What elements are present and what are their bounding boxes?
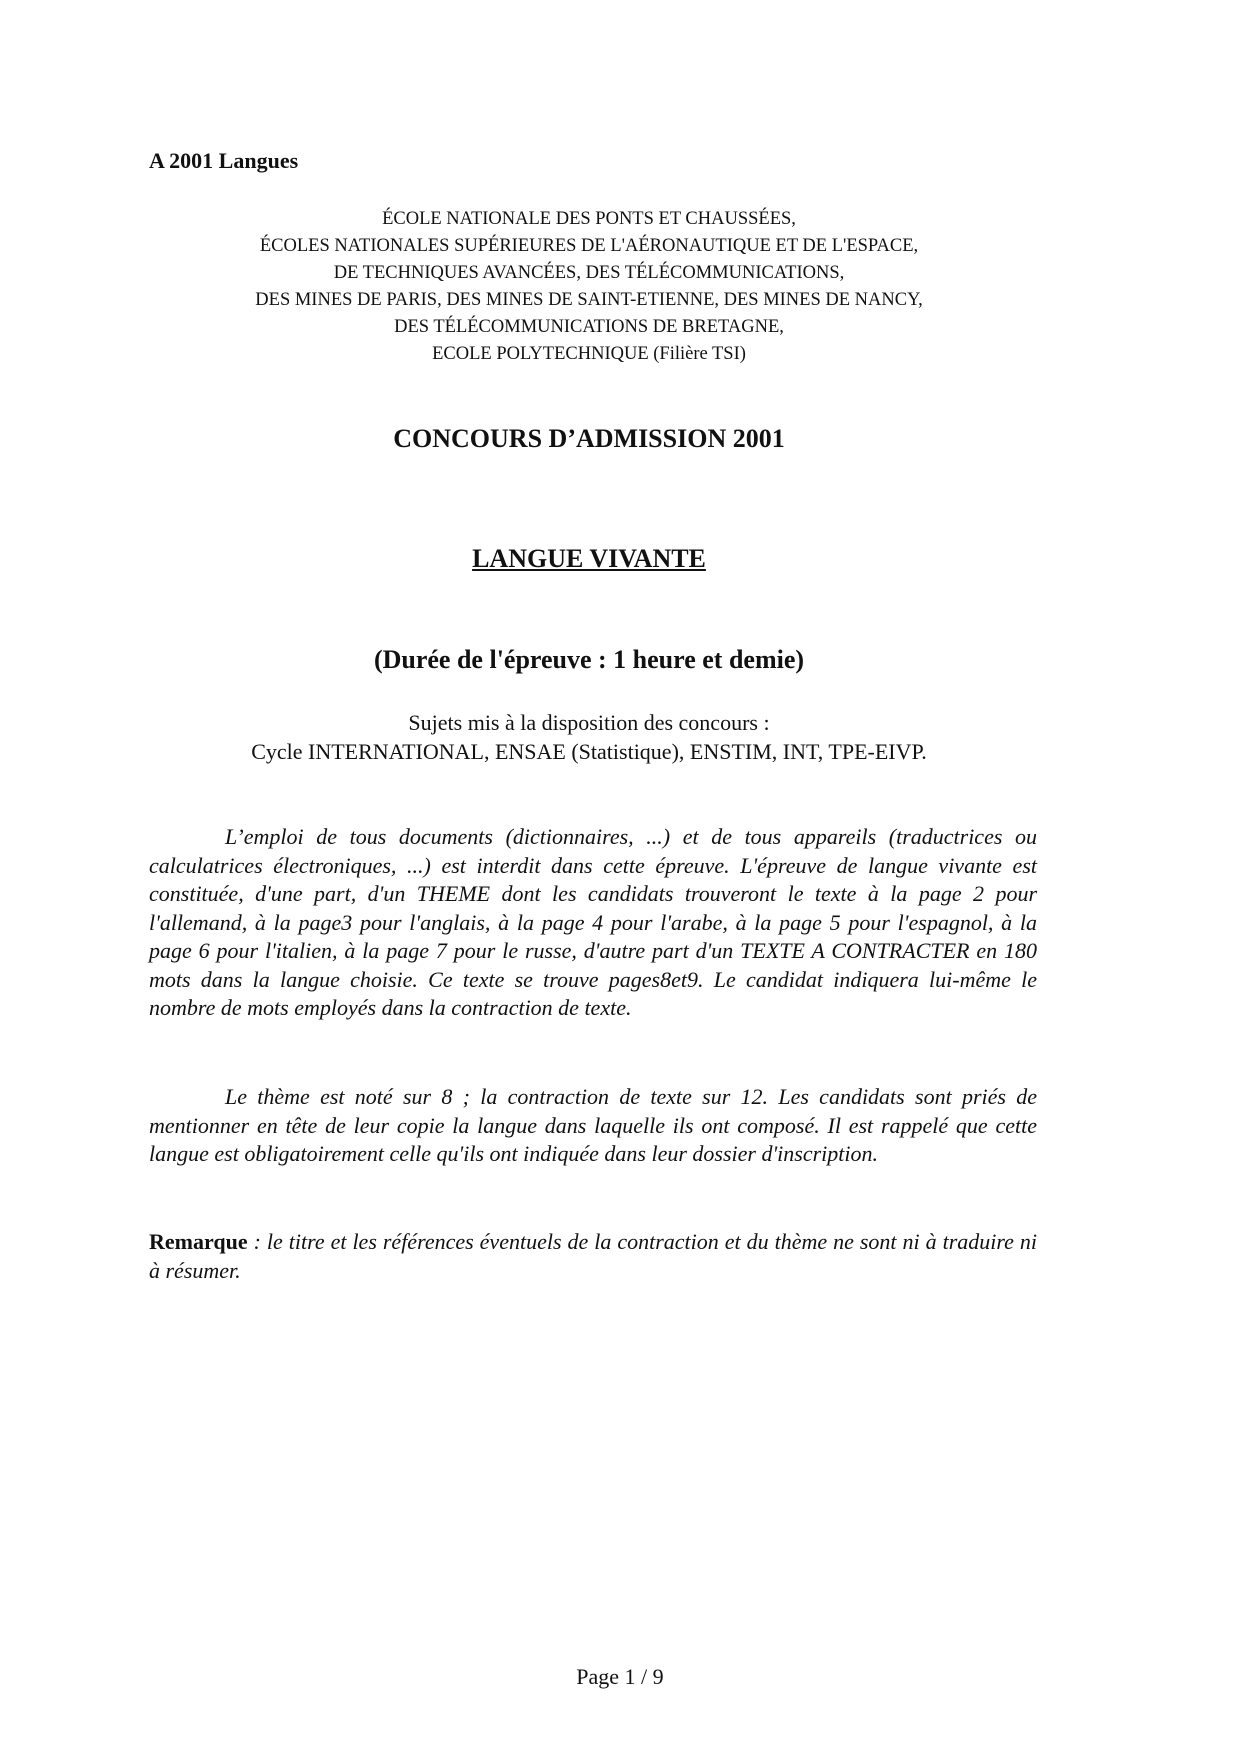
exam-code-header: A 2001 Langues bbox=[149, 148, 299, 173]
instructions-paragraph: L’emploi de tous documents (dictionnaires, ...) et de tous appareils (traductrices ou calculatrices électroniques, ...) est interdit dans cette épreuve. L'épreuve de langue vivante est constituée, d'une part, d'un THEME dont les candidats trouveront le texte à la page 2 pour l'allemand, à la page3 pour l'anglais, à la page 4 pour l'arabe, à la page 5 pour l'espagnol, à la page 6 pour l'italien, à la page 7 pour le russe, d'autre part d'un TEXTE A CONTRACTER en 180 mots dans la langue choisie. Ce texte se trouve pages8et9. Le candidat indiquera lui-même le nombre de mots employés dans la contraction de texte. bbox=[149, 824, 1037, 1020]
schools-list bbox=[0, 206, 1178, 368]
remark-text: : le titre et les références éventuels de la contraction et du thème ne sont ni à traduire ni à résumer. bbox=[149, 1229, 1037, 1283]
remark-paragraph bbox=[149, 1228, 1037, 1285]
school-line: ECOLE POLYTECHNIQUE (Filière TSI) bbox=[432, 344, 746, 364]
subject-title: LANGUE VIVANTE bbox=[472, 544, 706, 573]
subjects-intro: Sujets mis à la disposition des concours : bbox=[408, 710, 770, 735]
school-line: DES MINES DE PARIS, DES MINES DE SAINT-ETIENNE, DES MINES DE NANCY, bbox=[255, 290, 923, 310]
school-line: ÉCOLE NATIONALE DES PONTS ET CHAUSSÉES, bbox=[382, 209, 796, 229]
school-line: DE TECHNIQUES AVANCÉES, DES TÉLÉCOMMUNICATIONS, bbox=[333, 263, 845, 283]
subjects-availability bbox=[0, 708, 1178, 766]
subjects-concours-list: Cycle INTERNATIONAL, ENSAE (Statistique), ENSTIM, INT, TPE-EIVP. bbox=[251, 739, 927, 764]
concours-title: CONCOURS D’ADMISSION 2001 bbox=[393, 424, 785, 453]
school-line: ÉCOLES NATIONALES SUPÉRIEURES DE L'AÉRONAUTIQUE ET DE L'ESPACE, bbox=[259, 236, 919, 256]
exam-duration: (Durée de l'épreuve : 1 heure et demie) bbox=[373, 645, 805, 674]
remark-label: Remarque bbox=[149, 1229, 248, 1254]
school-line: DES TÉLÉCOMMUNICATIONS DE BRETAGNE, bbox=[394, 317, 784, 337]
page-number: Page 1 / 9 bbox=[576, 1664, 664, 1689]
grading-paragraph: Le thème est noté sur 8 ; la contraction de texte sur 12. Les candidats sont priés de mentionner en tête de leur copie la langue dans laquelle ils ont composé. Il est rappelé que cette langue est obligatoirement celle qu'ils ont indiquée dans leur dossier d'inscription. bbox=[149, 1084, 1037, 1166]
